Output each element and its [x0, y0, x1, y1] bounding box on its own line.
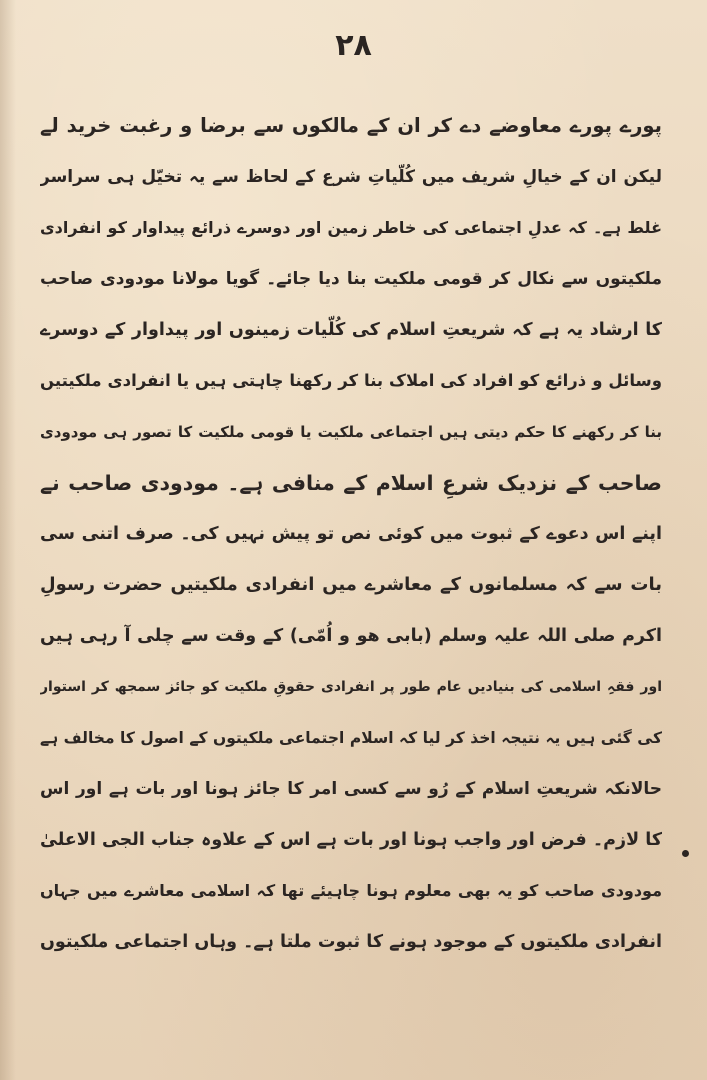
- text-line: انفرادی ملکیتوں کے موجود ہونے کا ثبوت ملتا ہے۔ وہاں اجتماعی ملکیتوں: [40, 931, 662, 952]
- text-line: لیکن ان کے خیالِ شریف میں کُلّیاتِ شرع کے لحاظ سے یہ تخیّل ہی سراسر: [40, 167, 662, 187]
- text-line: ملکیتوں سے نکال کر قومی ملکیت بنا دیا جائے۔ گویا مولانا مودودی صاحب: [40, 269, 662, 289]
- text-line: اپنے اس دعوے کے ثبوت میں کوئی نص تو پیش نہیں کی۔ صرف اتنی سی: [40, 523, 662, 544]
- text-line: کا ارشاد یہ ہے کہ شریعتِ اسلام کی کُلّیات زمینوں اور پیداوار کے دوسرے: [40, 319, 662, 340]
- text-line: بات سے کہ مسلمانوں کے معاشرے میں انفرادی ملکیتیں حضرت رسولِ: [40, 574, 662, 595]
- text-line: صاحب کے نزدیک شرعِ اسلام کے منافی ہے۔ مودودی صاحب نے: [40, 470, 662, 495]
- page-edge-shadow: [0, 0, 16, 1080]
- text-line: حالانکہ شریعتِ اسلام کے رُو سے کسی امر کا جائز ہونا اور بات ہے اور اس: [40, 779, 662, 799]
- text-line: پورے پورے معاوضے دے کر ان کے مالکوں سے برضا و رغبت خرید لے: [40, 114, 662, 137]
- text-line: بنا کر رکھنے کا حکم دیتی ہیں اجتماعی ملکیت یا قومی ملکیت کا تصور ہی مودودی: [40, 422, 662, 441]
- text-line: اور فقہِ اسلامی کی بنیادیں عام طور پر انفرادی حقوقِ ملکیت کو جائز سمجھ کر استوار: [40, 678, 662, 695]
- text-line: وسائل و ذرائع کو افراد کی املاک بنا کر رکھنا چاہتی ہیں یا انفرادی ملکیتیں: [40, 371, 662, 390]
- text-line: مودودی صاحب کو یہ بھی معلوم ہونا چاہیئے تھا کہ اسلامی معاشرے میں جہاں: [40, 881, 662, 900]
- text-line: غلط ہے۔ کہ عدلِ اجتماعی کی خاطر زمین اور دوسرے ذرائع پیداوار کو انفرادی: [40, 218, 662, 237]
- page-number: ۲۸: [335, 28, 372, 63]
- text-line: اکرم صلی اللہ علیہ وسلم (بابی ھو و اُمّی) کے وقت سے چلی آ رہی ہیں: [40, 625, 662, 646]
- text-line: کی گئی ہیں یہ نتیجہ اخذ کر لیا کہ اسلام اجتماعی ملکیتوں کے اصول کا مخالف ہے: [40, 728, 662, 747]
- text-line: کا لازم۔ فرض اور واجب ہونا اور بات ہے اس کے علاوہ جناب الجی الاعلیٰ: [40, 829, 662, 850]
- ink-dot-mark: [682, 850, 689, 857]
- urdu-body-text: [40, 100, 662, 967]
